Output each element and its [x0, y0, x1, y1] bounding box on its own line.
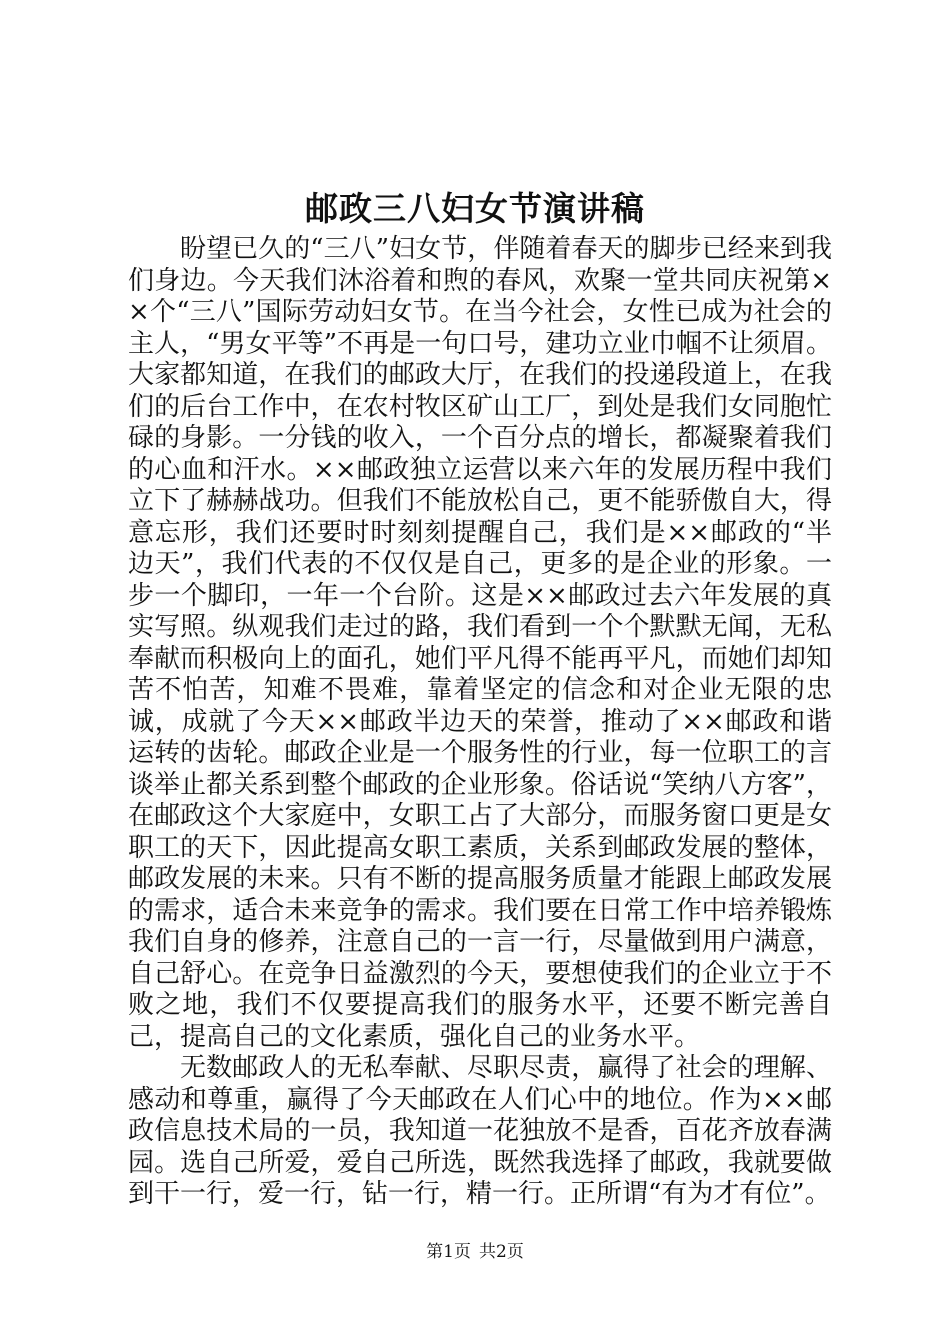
page-number: 第1页	[426, 1242, 471, 1262]
paragraph-1: 盼望已久的“三八”妇女节，伴随着春天的脚步已经来到我们身边。今天我们沐浴着和煦的春风，欢聚一堂共同庆祝第××个“三八”国际劳动妇女节。在当今社会，女性已成为社会的主人，“男女平等”不再是一句口号，建功立业巾帼不让须眉。大家都知道，在我们的邮政大厅，在我们的投递段道上，在我们的后台工作中，在农村牧区矿山工厂，到处是我们女同胞忙碌的身影。一分钱的收入，一个百分点的增长，都凝聚着我们的心血和汗水。××邮政独立运营以来六年的发展历程中我们立下了赫赫战功。但我们不能放松自己，更不能骄傲自大，得意忘形，我们还要时时刻刻提醒自己，我们是××邮政的“半边天”，我们代表的不仅仅是自己，更多的是企业的形象。一步一个脚印，一年一个台阶。这是××邮政过去六年发展的真实写照。纵观我们走过的路，我们看到一个个默默无闻，无私奉献而积极向上的面孔，她们平凡得不能再平凡，而她们却知苦不怕苦，知难不畏难，靠着坚定的信念和对企业无限的忠诚，成就了今天××邮政半边天的荣誉，推动了××邮政和谐运转的齿轮。邮政企业是一个服务性的行业，每一位职工的言谈举止都关系到整个邮政的企业形象。俗话说“笑纳八方客”，在邮政这个大家庭中，女职工占了大部分，而服务窗口更是女职工的天下，因此提高女职工素质，关系到邮政发展的整体，邮政发展的未来。只有不断的提高服务质量才能跟上邮政发展的需求，适合未来竞争的需求。我们要在日常工作中培养锻炼我们自身的修养，注意自己的一言一行，尽量做到用户满意，自己舒心。在竞争日益激烈的今天，要想使我们的企业立于不败之地，我们不仅要提高我们的服务水平，还要不断完善自己，提高自己的文化素质，强化自己的业务水平。	[128, 234, 832, 1052]
paragraph-2: 无数邮政人的无私奉献、尽职尽责，赢得了社会的理解、感动和尊重，赢得了今天邮政在人们心中的地位。作为××邮政信息技术局的一员，我知道一花独放不是香，百花齐放春满园。选自己所爱，爱自己所选，既然我选择了邮政，我就要做到干一行，爱一行，钻一行，精一行。正所谓“有为才有位”。	[128, 1053, 832, 1209]
page-total: 共2页	[479, 1242, 524, 1262]
document-title: 邮政三八妇女节演讲稿	[305, 189, 645, 228]
document-body	[128, 234, 832, 1211]
page-footer	[0, 1240, 950, 1264]
